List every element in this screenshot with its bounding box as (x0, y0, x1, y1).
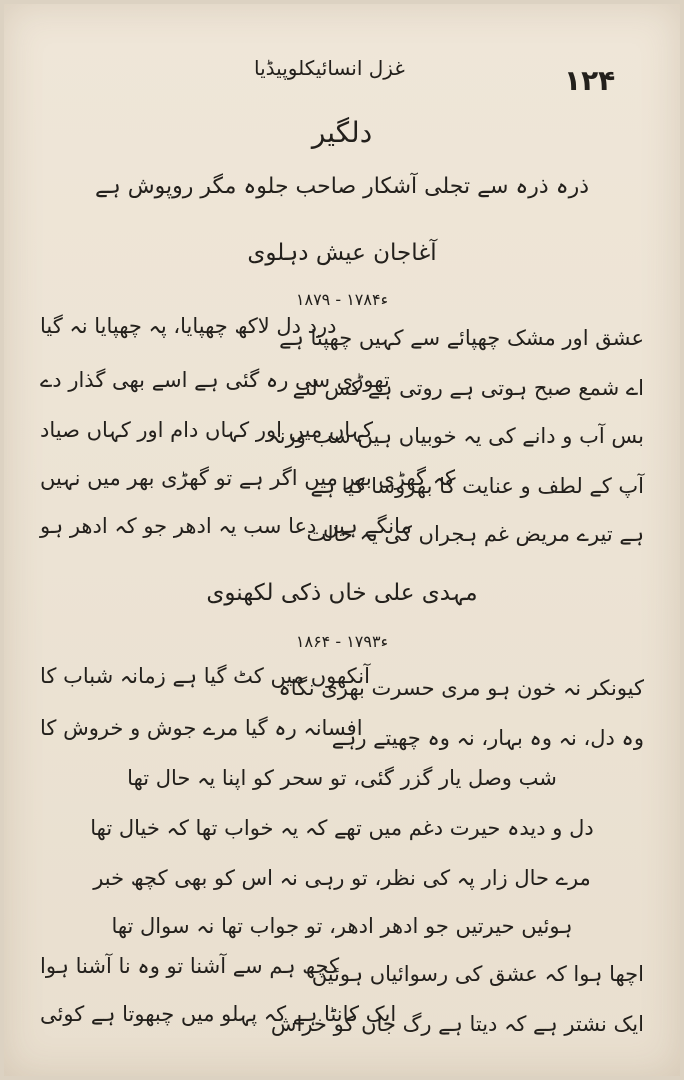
verse-line: ہوئیں حیرتیں جو ادھر ادھر، تو جواب تھا نہ سوال تھا (111, 914, 573, 938)
verse-right: وہ دل، نہ وہ بہار، نہ وہ چھیتے رہے (331, 726, 644, 750)
verse-left: کہاں میں اور کہاں دام اور کہاں صیاد (40, 418, 374, 442)
header-title: غزل انسائیکلوپیڈیا (254, 56, 405, 80)
verse-right: ایک نشتر ہے کہ دیتا ہے رگ جاں کو خراش (270, 1012, 644, 1036)
verse-right: اچھا ہوا کہ عشق کی رسوائیاں ہوئیں (311, 962, 644, 986)
poet-dates-2: ۱۸۶۴ - ۱۷۹۳ء (295, 632, 389, 651)
verse-right: عشق اور مشک چھپائے سے کہیں چھپتا ہے (279, 326, 644, 350)
verse-left: درد دل لاکھ چھپایا، پہ چھپایا نہ گیا (40, 314, 337, 338)
heading-couplet: ذرہ ذرہ سے تجلی آشکار صاحب جلوہ مگر روپوش ہے (94, 174, 590, 199)
page-number: ۱۲۴ (564, 64, 616, 97)
verse-left: کچھ ہم سے آشنا تو وہ نا آشنا ہوا (40, 954, 340, 978)
poet-name-1: آغاجان عیش دہلوی (247, 240, 437, 266)
verse-left: مانگے ہیں دعا سب یہ ادھر جو کہ ادھر ہو (40, 514, 412, 538)
verse-line: مرے حال زار پہ کی نظر، تو رہی نہ اس کو بھی کچھ خبر (93, 866, 591, 890)
poet-name-2: مہدی علی خاں ذکی لکھنوی (206, 580, 478, 606)
verse-line: دل و دیدہ حیرت دغم میں تھے کہ یہ خواب تھا کہ خیال تھا (90, 816, 594, 840)
poet-dates-1: ۱۸۷۹ - ۱۷۸۴ء (295, 290, 389, 309)
verse-left: کہ گھڑی بھر میں اگر ہے تو گھڑی بھر میں نہیں (40, 466, 456, 490)
verse-right: کیونکر نہ خون ہو مری حسرت بھری نگاہ (278, 676, 644, 700)
verse-line: شب وصل یار گزر گئی، تو سحر کو اپنا یہ حال تھا (127, 766, 557, 790)
document-page (4, 4, 680, 1076)
verse-right: بس آب و دانے کی یہ خوبیاں ہیں سب ورنہ (267, 424, 644, 448)
verse-right: اے شمع صبح ہوتی ہے روتی ہے کس لئے (292, 376, 644, 400)
section-heading: دلگیر (311, 116, 373, 149)
verse-left: آنکھوں میں کٹ گیا ہے زمانہ شباب کا (40, 664, 370, 688)
verse-left: افسانہ رہ گیا مرے جوش و خروش کا (40, 716, 363, 740)
verse-right: ہے تیرے مریض غم ہجراں کی یہ حالت (306, 522, 644, 546)
verse-left: ایک کانٹا ہے کہ پہلو میں چبھوتا ہے کوئی (40, 1002, 397, 1026)
verse-left: تھوڑی سی رہ گئی ہے اسے بھی گذار دے (40, 368, 390, 392)
verse-right: آپ کے لطف و عنایت کا بھروسا کیا ہے (310, 474, 644, 498)
